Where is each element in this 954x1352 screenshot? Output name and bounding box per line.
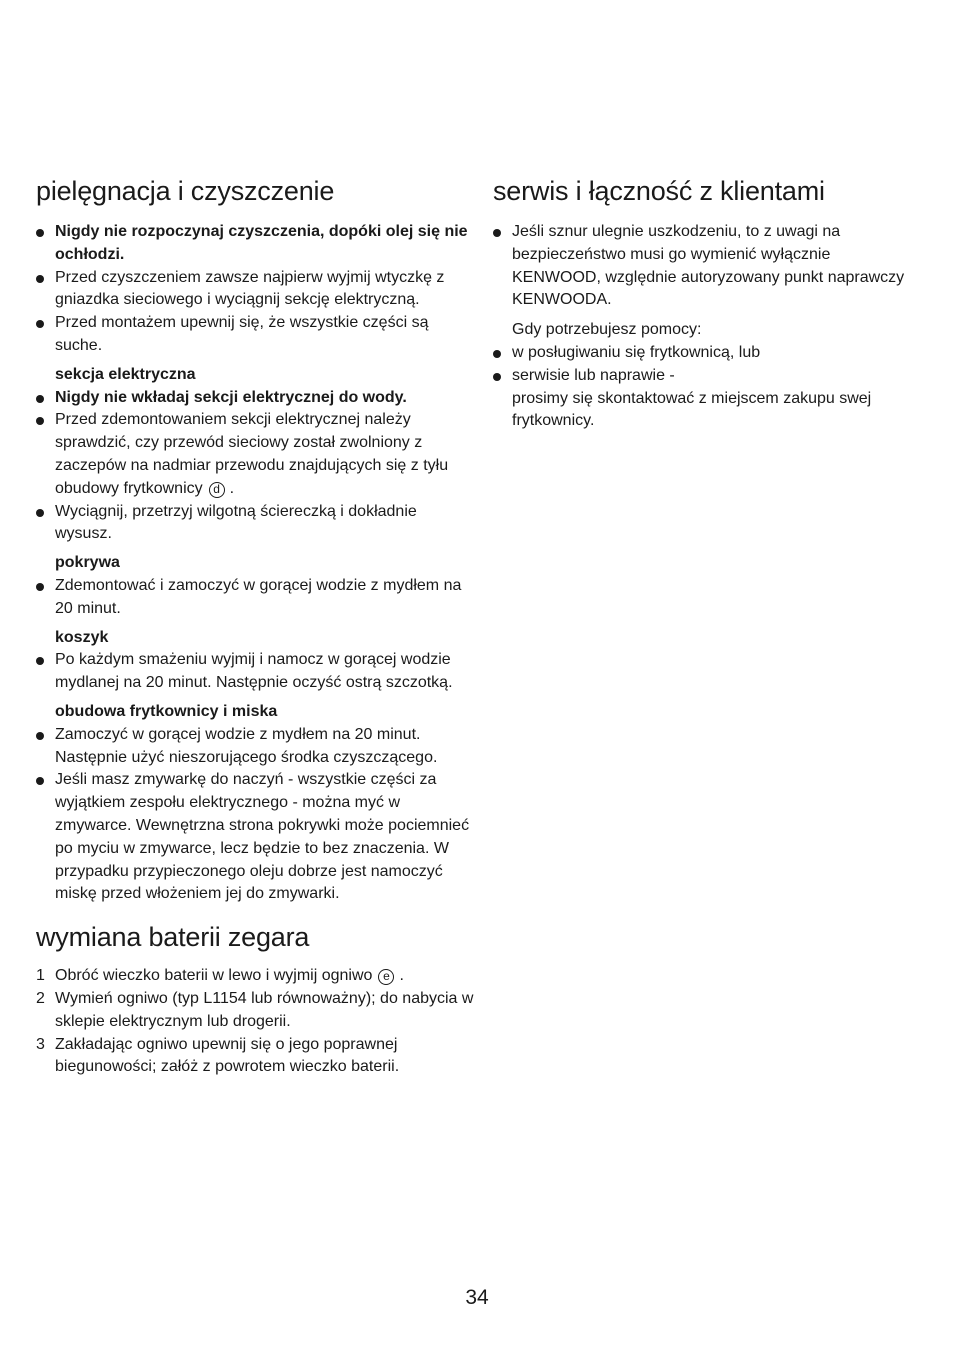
left-column xyxy=(36,174,476,1079)
reference-marker-icon: e xyxy=(378,969,394,985)
bullet-icon xyxy=(493,373,501,381)
care-title: pielęgnacja i czyszczenie xyxy=(36,176,335,206)
bullet-icon xyxy=(36,320,44,328)
bullet-icon xyxy=(36,395,44,403)
right-column xyxy=(493,174,913,433)
body-item: Zamoczyć w gorącej wodzie z mydłem na 20 minut. Następnie użyć nieszorującego środka czyszczącego. xyxy=(36,724,476,770)
help-intro: Gdy potrzebujesz pomocy: xyxy=(512,321,702,339)
care-item: Przed montażem upewnij się, że wszystkie części są suche. xyxy=(36,312,476,358)
electric-section-heading: sekcja elektryczna xyxy=(55,365,196,383)
bullet-icon xyxy=(36,417,44,425)
battery-title: wymiana baterii zegara xyxy=(36,922,310,953)
basket-section-heading: koszyk xyxy=(55,628,109,646)
lid-item: Zdemontować i zamoczyć w gorącej wodzie z mydłem na 20 minut. xyxy=(36,575,476,621)
electric-item: Przed zdemontowaniem sekcji elektrycznej należy sprawdzić, czy przewód sieciowy został zwolniony z zaczepów na nadmiar przewodu znajdujących się z tyłu obudowy frytkownicy d . xyxy=(36,409,476,500)
body-section-heading: obudowa frytkownicy i miska xyxy=(55,702,278,720)
body-item: Jeśli masz zmywarkę do naczyń - wszystkie części za wyjątkiem zespołu elektrycznego - można myć w zmywarce. Wewnętrzna strona pokrywki może pociemnieć po myciu w zmywarce, lecz będzie to bez znaczenia. W przypadku przypieczonego oleju dobrze jest namoczyć miskę przed włożeniem jej do zmywarki. xyxy=(36,769,476,906)
help-outro: prosimy się skontaktować z miejscem zakupu swej frytkownicy. xyxy=(512,389,872,430)
service-title: serwis i łączność z klientami xyxy=(493,176,825,206)
bullet-icon xyxy=(36,732,44,740)
service-item: Jeśli sznur ulegnie uszkodzeniu, to z uwagi na bezpieczeństwo musi go wymienić wyłącznie KENWOOD, względnie autoryzowany punkt naprawczy KENWOODA. xyxy=(493,221,913,312)
bullet-icon xyxy=(36,583,44,591)
care-item: Przed czyszczeniem zawsze najpierw wyjmij wtyczkę z gniazdka sieciowego i wyciągnij sekcję elektryczną. xyxy=(36,267,476,313)
care-item: Nigdy nie rozpoczynaj czyszczenia, dopóki olej się nie ochłodzi. xyxy=(36,221,476,267)
bullet-icon xyxy=(36,657,44,665)
help-item: w posługiwaniu się frytkownicą, lub xyxy=(493,342,913,365)
electric-item: Nigdy nie wkładaj sekcji elektrycznej do wody. xyxy=(36,387,476,410)
page-number: 34 xyxy=(465,1286,489,1309)
bullet-icon xyxy=(36,777,44,785)
bullet-icon xyxy=(36,509,44,517)
battery-step: 3 Zakładając ogniwo upewnij się o jego poprawnej biegunowości; załóż z powrotem wieczko baterii. xyxy=(36,1035,400,1076)
battery-step: 2 Wymień ogniwo (typ L1154 lub równoważny); do nabycia w sklepie elektrycznym lub drogerii. xyxy=(36,989,474,1030)
electric-item: Wyciągnij, przetrzyj wilgotną ściereczką i dokładnie wysusz. xyxy=(36,501,476,547)
bullet-icon xyxy=(36,275,44,283)
lid-section-heading: pokrywa xyxy=(55,554,120,572)
reference-marker-icon: d xyxy=(209,482,225,498)
bullet-icon xyxy=(493,350,501,358)
basket-item: Po każdym smażeniu wyjmij i namocz w gorącej wodzie mydlanej na 20 minut. Następnie oczyść ostrą szczotką. xyxy=(36,649,476,695)
bullet-icon xyxy=(36,229,44,237)
battery-step: 1 Obróć wieczko baterii w lewo i wyjmij ogniwo e . xyxy=(36,967,404,985)
help-item: serwisie lub naprawie - xyxy=(493,365,913,388)
bullet-icon xyxy=(493,229,501,237)
